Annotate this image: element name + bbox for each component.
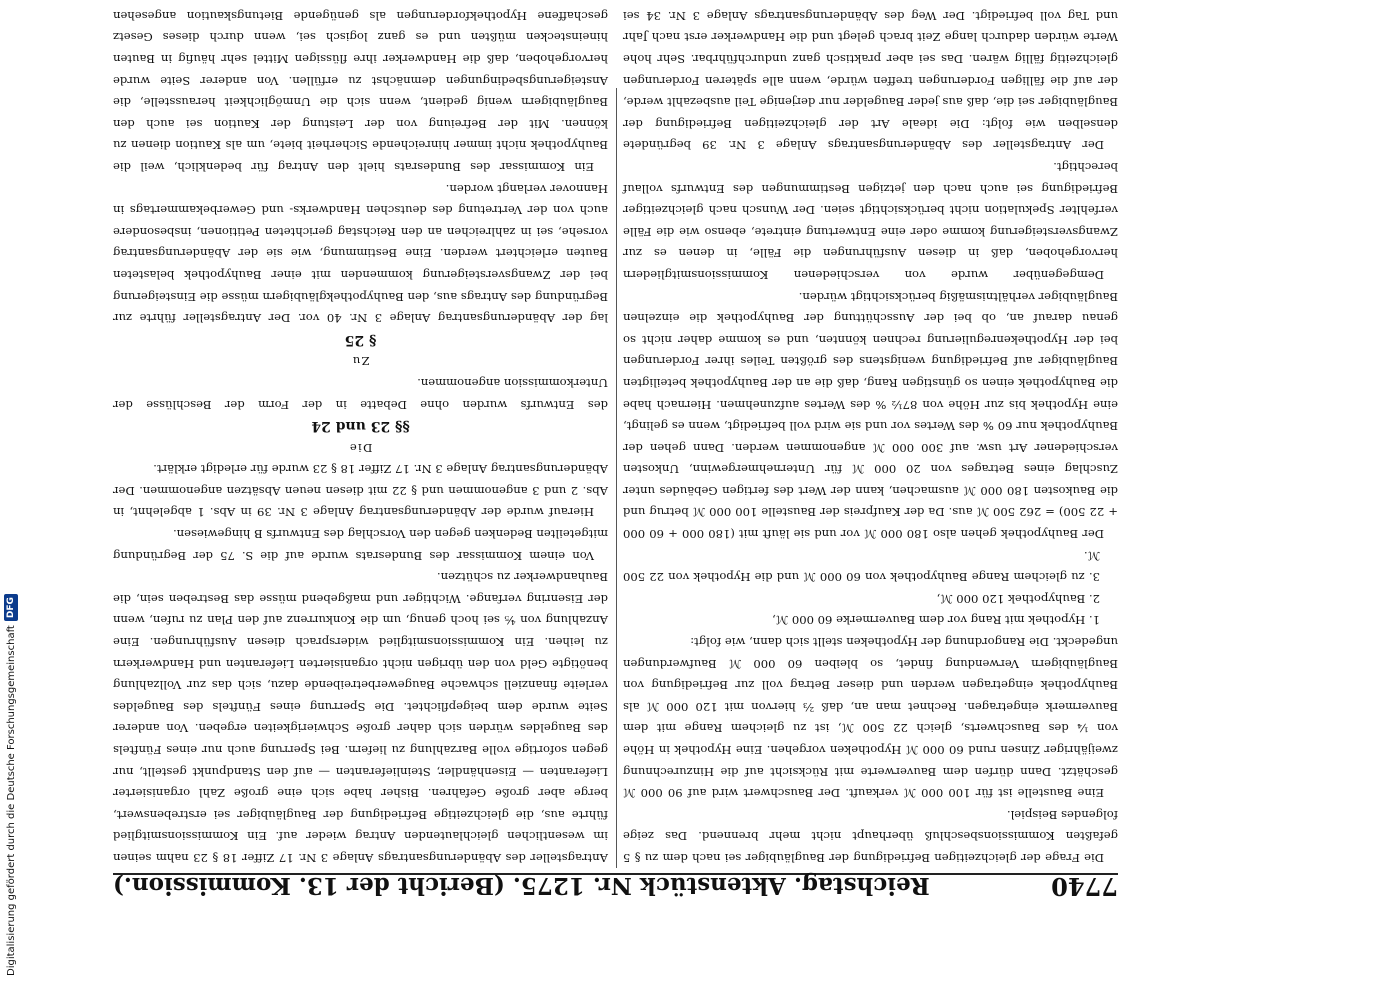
paragraph: Antragsteller des Abänderungsantrags Anlage 3 Nr. 17 Ziffer 18 § 23 nahm seinen im wesentlichen gleichlautenden Antrag wieder auf. Ein Kommissionsmitglied führte aus, die gleichzeitige Befriedigung der Baugläubiger sei erstrebenswert, berge aber große Gefahren. Bisher habe sich eine große Zahl organisierter Lieferanten — Eisenhändler, Steinlieferanten — auf den Standpunkt gestellt, nur gegen sofortige volle Barzahlung zu liefern. Bei Sperrung auch nur eines Fünftels des Baugeldes würden sich daher große Schwierigkeiten ergeben. Von anderer Seite wurde dem beigepflichtet. Die Sperrung eines Fünftels des Baugeldes verleite finanziell schwache Baugewerbetreibende dazu, sich das zur Vollzahlung benötigte Geld von den übrigen nicht organisierten Lieferanten und Handwerkern zu leihen. Ein Kommissionsmitglied widersprach diesen Ausführungen. Eine Anzahlung von ⁴⁄₅ sei hoch genug, um die Konkurrenz auf den Plan zu rufen, wenn der Eisenring verfange. Wichtiger und maßgebend müsse das Bestreben sein, die Bauhandwerker zu schützen. xyxy=(113,570,608,865)
paragraph: Ein Kommissar des Bundesrats hielt den Antrag für bedenklich, weil die Bauhypothek nicht immer hinreichende Sicherheit biete, um als Kaution dienen zu können. Mit der Befreiung von der Leistung der Kaution sei auch den Baugläubigern wenig gedient, wenn sich die Unmöglichkeit herausstelle, die Ansteigerungsbedingungen demnächst zu erfüllen. Von anderer Seite wurde hervorgehoben, daß die Handwerker ihre flüssigen Mittel sehr häufig in Bauten hineinstecken müßten und es ganz logisch sei, wenn durch dieses Gesetz geschaffene Hypothekforderungen als genügende Bietungskaution angesehen xyxy=(113,8,608,174)
list-item: 3. zu gleichem Range Bauhypothek von 60 000 ℳ und die Hypothek von 22 500 ℳ. xyxy=(623,548,1100,585)
page-number: 7740 xyxy=(1051,872,1118,901)
paragraph: Demgegenüber wurde von verschiedenen Kommissionsmitgliedern hervorgehoben, daß in diesen Ausführungen die Fälle, in denen es zur Zwangsversteigerung komme oder eine Entwertung eintrete, ebenso wie die Fälle verfehlter Spekulation nicht berücksichtigt seien. Der Wunsch nach gleichzeitiger Befriedigung sei auch nach den jetzigen Bestimmungen des Entwurfs vollauf berechtigt. xyxy=(623,160,1118,282)
page-header xyxy=(113,873,1118,901)
right-column xyxy=(113,0,608,868)
paragraph: Die Frage der gleichzeitigen Befriedigung der Baugläubiger sei nach dem zu § 5 gefaßten Kommissionsbeschluß überhaupt nicht mehr brennend. Das zeige folgendes Beispiel. xyxy=(623,807,1118,865)
section-intro: Zu xyxy=(351,354,370,369)
section-heading: §§ 23 und 24 xyxy=(311,418,410,435)
credit-text: Digitalisierung gefördert durch die Deutsche Forschungsgemeinschaft xyxy=(5,625,17,976)
digitization-credit xyxy=(4,594,18,976)
page-title: Reichstag. Aktenstück Nr. 1275. (Bericht der 13. Kommission.) xyxy=(113,872,930,899)
paragraph: Eine Baustelle ist für 100 000 ℳ verkauft. Der Bauschwert wird auf 90 000 ℳ geschätzt. Dann dürfen dem Bauverwerte mit Rücksicht auf die Hinzurechnung zweijähriger Zinsen rund 60 000 ℳ Hypotheken vorgehen. Eine Hypothek in Höhe von ¼ des Bauschwerts, gleich 22 500 ℳ, ist zu gleichem Range mit dem Bauvermerk eingetragen. Rechnet man an, daß ²⁄₃ hiervon mit 120 000 ℳ als Bauhypothek eingetragen werden und dieser Betrag voll zur Befriedigung von Baugläubigern Verwendung findet, so bleiben 60 000 ℳ Baufwerdungen ungedeckt. Die Rangordnung der Hypotheken stellt sich dann, wie folgt: xyxy=(623,635,1118,801)
section-heading: § 25 xyxy=(344,331,377,348)
paragraph: Der Antragsteller des Abänderungsantrags Anlage 3 Nr. 39 begründete denselben wie folgt: Die ideale Art der gleichzeitigen Befriedigung der Baugläubiger sei die, daß aus jeder Baugelder nur derjenige Teil ausbezahlt werde, der auf die fälligen Forderungen treffen würde, wenn alle späteren Forderungen gleichzeitig fällig wären. Das sei aber praktisch ganz undurchführbar. Sehr hohe Werte würden dadurch lange Zeit brach gelegt und die Handwerker erst nach Jahr und Tag voll befriedigt. Der Weg des Abänderungsantrags Anlage 3 Nr. 34 sei xyxy=(623,8,1118,153)
dfg-logo: DFG xyxy=(4,594,18,621)
list-item: 1. Hypothek mit Rang vor dem Bauvermerke 60 000 ℳ, xyxy=(772,613,1100,628)
left-column xyxy=(623,0,1118,868)
list-item: 2. Bauhypothek 120 000 ℳ, xyxy=(936,591,1100,606)
column-divider xyxy=(616,88,617,868)
paragraph: Von einem Kommissar des Bundesrats wurde auf die S. 75 der Begründung mitgeteilten Bedenken gegen den Vorschlag des Entwurfs B hingewiesen. xyxy=(113,527,608,563)
paragraph: Hierauf wurde der Abänderungsantrag Anlage 3 Nr. 39 in Abs. 1 abgelehnt, in Abs. 2 und 3 angenommen und § 22 mit diesen neuen Absätzen angenommen. Der Abänderungsantrag Anlage 3 Nr. 17 Ziffer 18 § 23 wurde für erledigt erklärt. xyxy=(113,462,608,520)
section-intro: Die xyxy=(348,440,373,455)
paragraph: lag der Abänderungsantrag Anlage 3 Nr. 40 vor. Der Antragsteller führte zur Begründung des Antrags aus, den Bauhypothekgläubigern müsse die Einsteigerung bei der Zwangsversteigerung kommenden mit einer Bauhypothek belasteten Bauten erleichtert werden. Eine Bestimmung, wie sie der Abänderungsantrag vorsehe, sei in zahlreichen an den Reichstag gerichteten Petitionen, insbesondere auch von der Vertretung des deutschen Handwerks- und Gewerbekammertags in Hannover verlangt worden. xyxy=(113,181,608,326)
paragraph: des Entwurfs wurden ohne Debatte in der Form der Beschlüsse der Unterkommission angenommen. xyxy=(113,375,608,412)
paragraph: Der Bauhypothek gehen also 180 000 ℳ vor und sie läuft mit (180 000 + 60 000 + 22 500) = 262 500 ℳ aus. Da der Kaufpreis der Baustelle 100 000 ℳ betrug und die Baukosten 180 000 ℳ ausmachen, kann der Wert des fertigen Gebäudes unter Zuschlag eines Betrages von 20 000 ℳ für Unternehmergewinn, Unkosten verschiedener Art usw. auf 300 000 ℳ angenommen werden. Dann gehen der Bauhypothek nur 60 % des Wertes vor und sie wird voll befriedigt, wenn es gelingt, eine Hypothek bis zur Höhe von 87½ % des Wertes aufzunehmen. Hiernach habe die Bauhypothek einen so günstigen Rang, daß die an der Bauhypothek beteiligten Baugläubiger auf Befriedigung wenigstens des größten Teiles ihrer Forderungen bei der Hypothekenregulierung rechnen könnten, und es komme daher nicht so genau darauf an, ob bei der Ausschüttung der Bauhypothek die einzelnen Baugläubiger verhältnismäßig berücksichtigt würden. xyxy=(623,289,1118,542)
